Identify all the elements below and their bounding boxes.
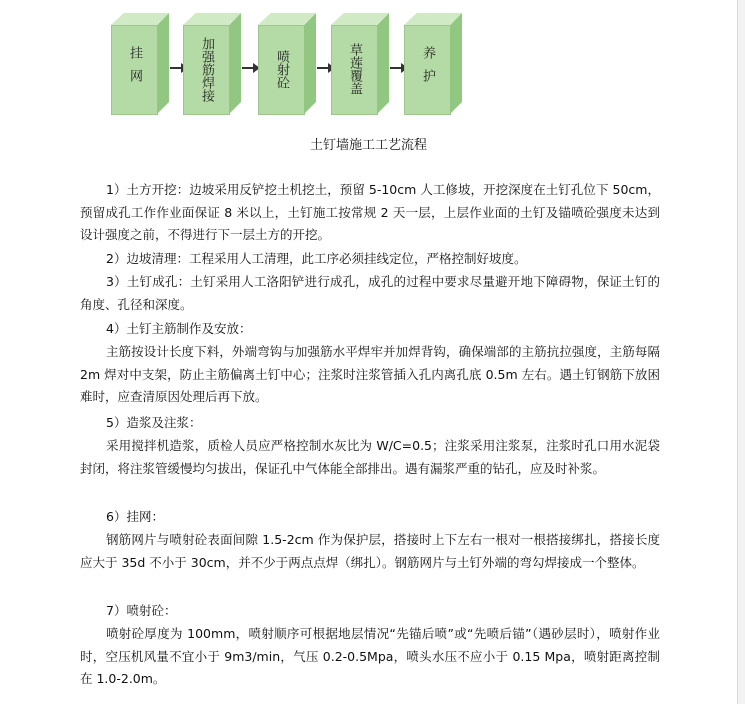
flow-step-label: 养护 [420, 46, 435, 92]
section-6-body: 钢筋网片与喷射砼表面间隙 1.5-2cm 作为保护层，搭接时上下左右一根对一根搭接绑扎，搭接长度应大于 35d 不小于 30cm，并不少于两点点焊（绑扎）。钢筋网片与土钉外端的弯勾焊接成一个整体。 [80, 532, 660, 570]
flowchart-caption: 土钉墙施工工艺流程 [309, 138, 427, 153]
section-5-title: 5）造浆及注浆： [106, 415, 202, 430]
flow-step-rebar-welding [183, 13, 241, 114]
flow-step-label: 挂网 [127, 46, 142, 92]
section-4-title: 4）土钉主筋制作及安放： [106, 321, 252, 336]
section-3-hole-forming: 3）土钉成孔：土钉采用人工洛阳铲进行成孔，成孔的过程中要求尽量避开地下障碍物，保证土钉的角度、孔径和深度。 [80, 274, 660, 312]
section-4-body: 主筋按设计长度下料，外端弯钩与加强筋水平焊牢并加焊背钩，确保端部的主筋抗拉强度，主筋每隔 2m 焊对中支架，防止主筋偏离土钉中心；注浆时注浆管插入孔内离孔底 0.5m 左右。遇土钉钢筋下放困难时，应查清原因处理后再下放。 [80, 344, 660, 404]
flow-step-hang-net [111, 13, 169, 114]
page-shadow [738, 0, 745, 704]
section-7-body: 喷射砼厚度为 100mm，喷射顺序可根据地层情况“先锚后喷”或“先喷后锚”（遇砂层时），喷射作业时，空压机风量不宜小于 9m3/min，气压 0.2-0.5Mpa，喷头水压不应小于 0.15 Mpa，喷射距离控制在 1.0-2.0m。 [80, 626, 660, 686]
flow-step-shotcrete [258, 13, 316, 114]
flow-step-curing [404, 13, 462, 114]
flow-arrow [242, 67, 258, 69]
flow-step-label: 加强筋焊接 [199, 36, 214, 102]
flow-step-label: 喷射砼 [274, 49, 289, 89]
section-1-earthwork: 1）土方开挖：边坡采用反铲挖土机挖土，预留 5-10cm 人工修坡，开挖深度在土钉孔位下 50cm，预留成孔工作作业面保证 8 米以上，土钉施工按常规 2 天一层，上层作业面的土钉及锚喷砼强度未达到设计强度之前，不得进行下一层土方的开挖。 [80, 182, 660, 242]
section-2-slope-cleanup: 2）边坡清理：工程采用人工清理，此工序必须挂线定位，严格控制好坡度。 [106, 251, 527, 266]
flowchart [0, 0, 737, 130]
section-5-body: 采用搅拌机造浆，质检人员应严格控制水灰比为 W/C=0.5；注浆采用注浆泵，注浆时孔口用水泥袋封闭，将注浆管缓慢均匀拔出，保证孔中气体能全部排出。遇有漏浆严重的钻孔，应及时补浆。 [80, 438, 660, 476]
section-7-title: 7）喷射砼： [106, 603, 177, 618]
flow-step-cover [331, 13, 389, 114]
flow-step-label: 草莲覆盖 [347, 43, 362, 95]
section-6-title: 6）挂网： [106, 509, 164, 524]
